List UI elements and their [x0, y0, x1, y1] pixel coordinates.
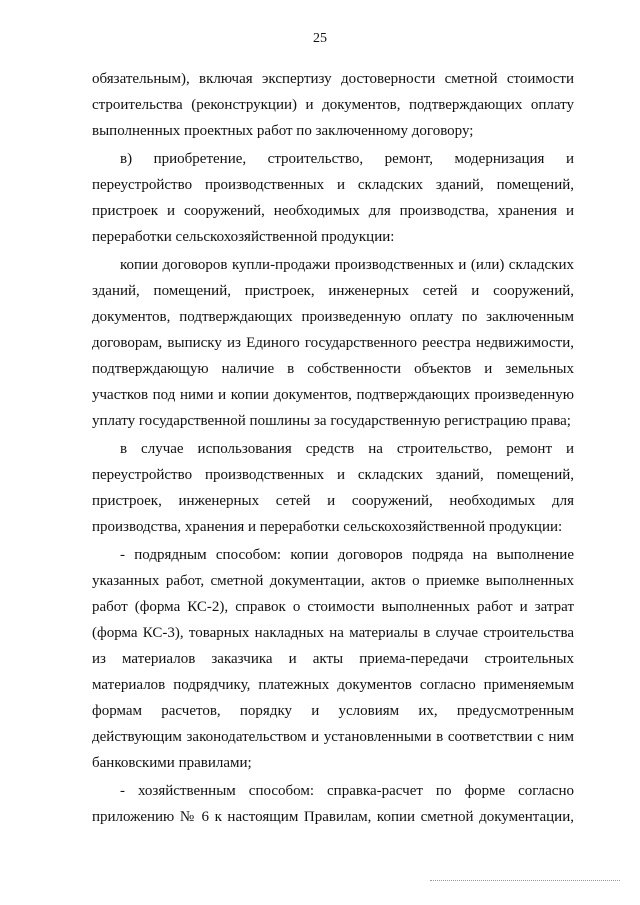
paragraph-continuation: обязательным), включая экспертизу достоверности сметной стоимости строительства (реконструкции) и документов, подтверждающих оплату выполненных проектных работ по заключенному договору; — [92, 71, 574, 140]
paragraph-purchase-contracts: копии договоров купли-продажи производственных и (или) складских зданий, помещений, пристроек, инженерных сетей и сооружений, документов, подтверждающих произведенную оплату по заключенным договорам, выписку из Единого государственного реестра недвижимости, подтверждающую наличие в собственности объектов и земельных участков под ними и копии документов, подтверждающих произведенную уплату государственной пошлины за государственную регистрацию права; — [92, 256, 574, 430]
paragraph-contract-method: - подрядным способом: копии договоров подряда на выполнение указанных работ, сметной документации, актов о приемке выполненных работ (форма КС-2), справок о стоимости выполненных работ и затрат (форма КС-3), товарных накладных на материалы в случае строительства из материалов заказчика и акты приема-передачи строительных материалов подрядчику, платежных документов согласно применяемым формам расчетов, порядку и условиям их, предусмотренным действующим законодательством и установленными в соответствии с ним банковскими правилами; — [92, 546, 574, 772]
paragraph-construction-funds: в случае использования средств на строительство, ремонт и переустройство производственных и складских зданий, помещений, пристроек, инженерных сетей и сооружений, необходимых для производства, хранения и переработки сельскохозяйственной продукции: — [92, 440, 574, 536]
paragraph-item-v: в) приобретение, строительство, ремонт, модернизация и переустройство производственных и складских зданий, помещений, пристроек и сооружений, необходимых для производства, хранения и переработки сельскохозяйственной продукции: — [92, 150, 574, 246]
bottom-divider — [430, 880, 620, 881]
paragraph-economic-method: - хозяйственным способом: справка-расчет по форме согласно приложению № 6 к настоящим Правилам, копии сметной документации, — [92, 783, 574, 826]
document-body — [92, 66, 574, 832]
page-number: 25 — [313, 31, 327, 46]
